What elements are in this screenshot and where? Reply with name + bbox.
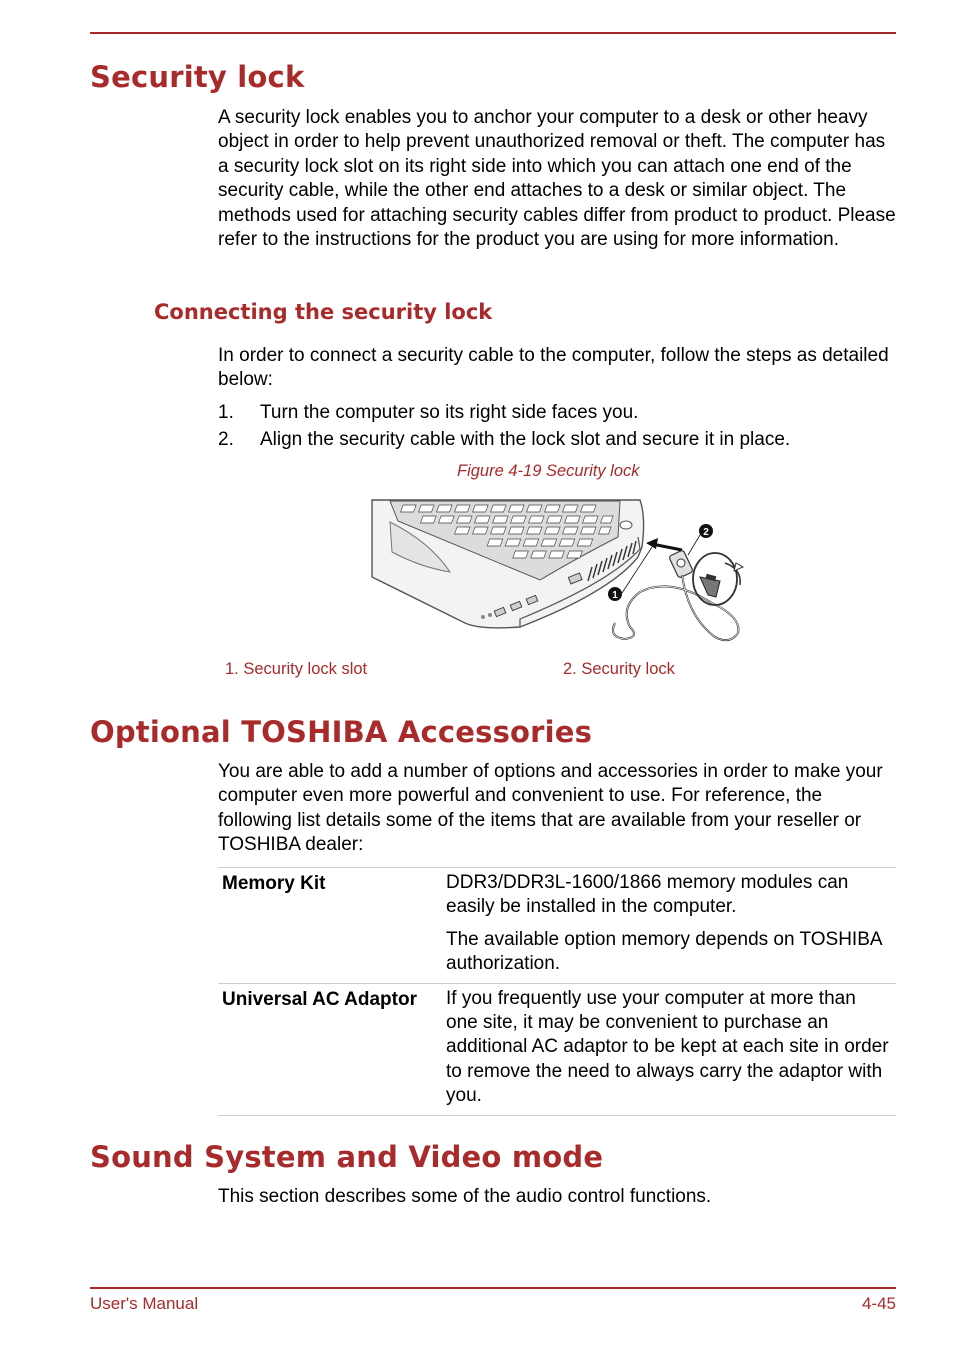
table-row [218,983,896,1115]
step-number: 2. [218,429,234,450]
table-term: Universal AC Adaptor [222,988,417,1010]
accessories-table [218,867,896,1116]
step-text: Turn the computer so its right side faces you. [260,402,639,423]
step-text: Align the security cable with the lock slot and secure it in place. [260,429,791,450]
description-paragraph: If you frequently use your computer at more than one site, it may be convenient to purchase an additional AC adaptor to be kept at each site in order to remove the need to always carry the adaptor with you. [446,987,889,1107]
description-paragraph: DDR3/DDR3L-1600/1866 memory modules can easily be installed in the computer. [446,872,849,918]
table-term: Memory Kit [222,873,326,894]
header-rule [90,32,896,34]
callout-1-label: 1 [612,590,618,601]
footer-rule [90,1287,896,1289]
figure-title: Figure 4-19 Security lock [457,462,640,480]
heading-optional-accessories: Optional TOSHIBA Accessories [90,715,593,749]
caption-security-lock-slot: 1. Security lock slot [225,660,368,678]
table-row [218,868,896,984]
table-description [442,983,896,1115]
step-1 [218,401,638,425]
footer-page-number: 4-45 [861,1294,896,1313]
accessories-intro-paragraph: You are able to add a number of options and accessories in order to make your computer even more powerful and convenient to use. For reference, the following list details some of the items that are available from your reseller or TOSHIBA dealer: [218,761,883,856]
table-description [442,868,896,984]
heading-sound-system: Sound System and Video mode [90,1140,604,1174]
sound-system-paragraph: This section describes some of the audio control functions. [218,1186,712,1207]
description-paragraph: The available option memory depends on TOSHIBA authorization. [446,928,882,975]
step-number: 1. [218,402,234,423]
caption-security-lock: 2. Security lock [563,660,675,678]
connecting-intro-paragraph: In order to connect a security cable to the computer, follow the steps as detailed below: [218,345,889,391]
footer-manual-title: User's Manual [90,1294,199,1313]
heading-security-lock: Security lock [90,60,305,94]
step-2 [218,428,790,452]
security-lock-paragraph: A security lock enables you to anchor your computer to a desk or other heavy object in order to help prevent unauthorized removal or theft. The computer has a security lock slot on its right side into which you can attach one end of the security cable, while the other end attaches to a desk or similar object. The methods used for attaching security cables differ from product to product. Please refer to the instructions for the product you are using for more information. [218,107,896,251]
callout-2-label: 2 [703,527,709,538]
heading-connecting-security-lock: Connecting the security lock [154,300,493,324]
security-lock-illustration [370,497,750,647]
